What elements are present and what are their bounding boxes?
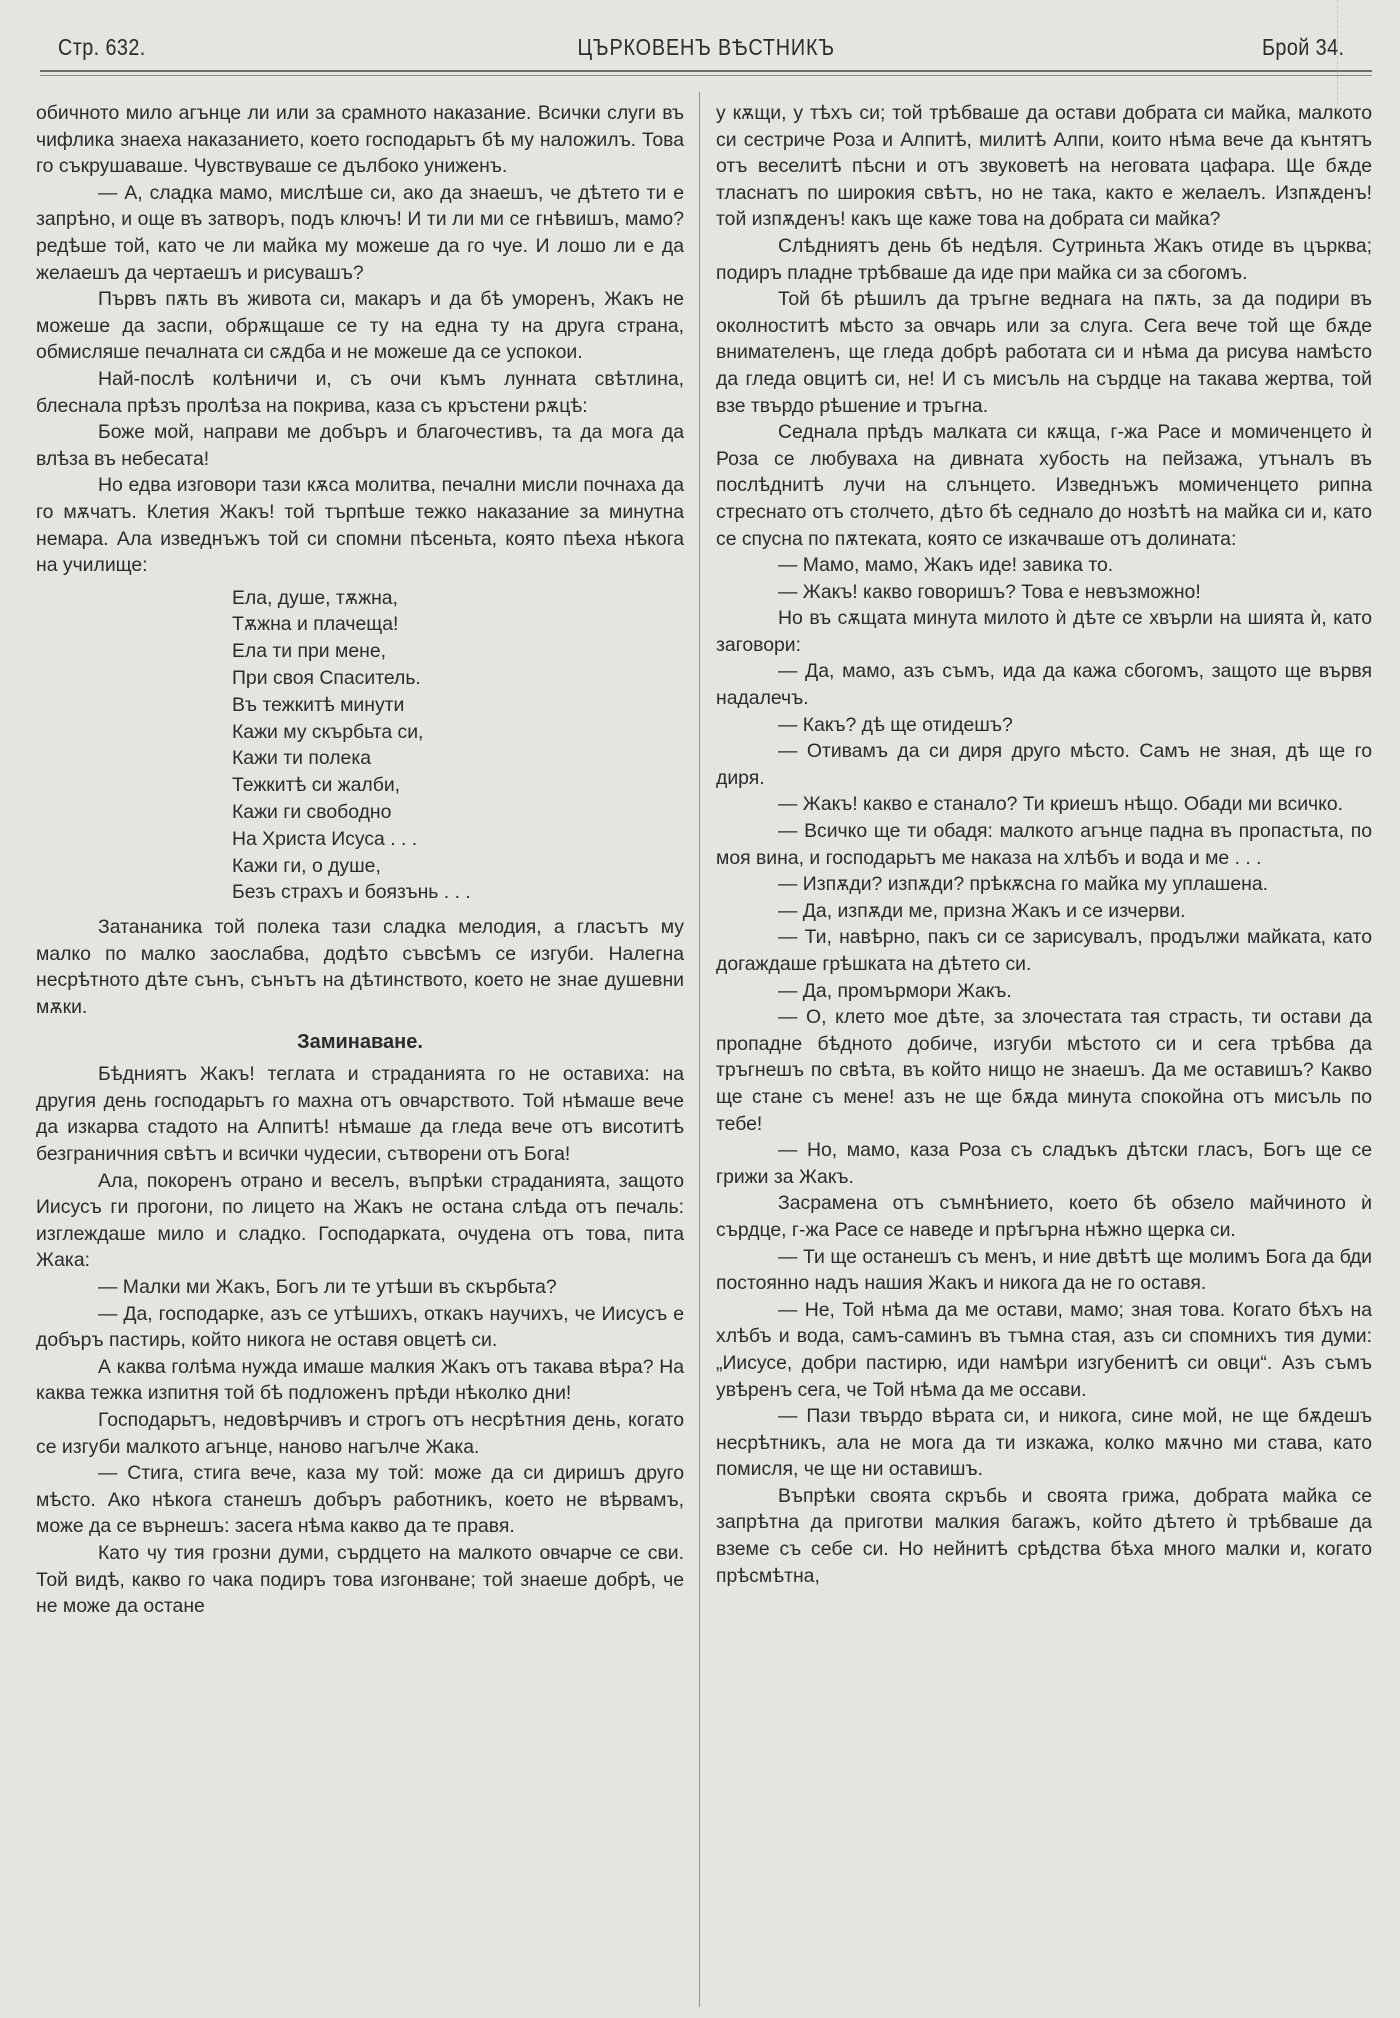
paragraph: Най-послѣ колѣничи и, съ очи къмъ лунната свѣтлина, блеснала прѣзъ пролѣза на покрива, каза съ кръстени рѫцѣ: <box>36 367 684 417</box>
paragraph: Господарьтъ, недовѣрчивъ и строгъ отъ несрѣтния день, когато се изгуби малкото агънце, наново нагълче Жака. <box>36 1408 684 1458</box>
paragraph: Бѣдниятъ Жакъ! теглата и страданията го не оставиха: на другия день господарьтъ го махна отъ овчарството. Той нѣмаше вече да изкарва стадото на Алпитѣ! нѣмаше да гледа вече отъ висотитѣ безграничния свѣтъ и всички чудесии, сътворени отъ Бога! <box>36 1063 684 1165</box>
header-rule <box>40 70 1372 76</box>
poem-line: На Христа Исуса . . . <box>232 827 418 850</box>
left-column <box>36 100 684 1620</box>
paragraph: у кѫщи, у тѣхъ си; той трѣбваше да остави добрата си майка, малкото си сестриче Роза и Алпитѣ, милитѣ Алпи, които нѣма вече да кънтятъ отъ веселитѣ пѣсни и отъ звуковетѣ на неговата цафара. Ще бѫде тласнатъ по широкия свѣтъ, но не така, както е желаелъ. Изпѫденъ! той изпѫденъ! какъ ще каже това на добрата си майка? <box>716 102 1372 231</box>
paragraph: — Ти, навѣрно, пакъ си се зарисувалъ, продължи майката, като догаждаше грѣшката на дѣтето си. <box>716 926 1372 975</box>
paragraph: — Но, мамо, каза Роза съ сладъкъ дѣтски гласъ, Богъ ще се грижи за Жакъ. <box>716 1139 1372 1188</box>
paragraph: Затананика той полека тази сладка мелодия, а гласътъ му малко по малко заослабва, додѣто съвсѣмъ се изгуби. Налегна несрѣтното дѣте сънъ, сънътъ на дѣтинството, което не знае душевни мѫки. <box>36 916 684 1019</box>
paragraph: Седнала прѣдъ малката си кѫща, г-жа Расе и момиченцето ѝ Роза се любуваха на дивната хубость на пейзажа, утъналъ въ послѣднитѣ лучи на слънцето. Изведнъжъ момиченцето рипна стреснато отъ столчето, дѣто бѣ седнало до нозѣтѣ на майка си и, като се спусна по пѫтеката, която се изкачваше отъ долината: <box>716 421 1372 550</box>
paragraph: — Стига, стига вече, каза му той: може да си диришъ друго мѣсто. Ако нѣкога станешъ добъръ работникъ, което не вѣрвамъ, може да се върнешъ: засега нѣма какво да те правя. <box>36 1462 684 1538</box>
paragraph: Като чу тия грозни думи, сърдцето на малкото овчарче се сви. Той видѣ, какво го чака подиръ това изгонване; той знаеше добрѣ, че не може да остане <box>36 1541 684 1618</box>
paragraph: Ала, покоренъ отрано и веселъ, въпрѣки страданията, защото Иисусъ ги прогони, по лицето на Жакъ не остана слѣда отъ печаль: изглеждаше мило и сладко. Господарката, очудена отъ това, пита Жака: <box>36 1169 684 1272</box>
paragraph: Въпрѣки своята скръбь и своята грижа, добрата майка се запрѣтна да приготви малкия багажъ, който дѣтето ѝ трѣбваше да вземе съ себе си. Но нейнитѣ срѣдства бѣха много малки и, когато прѣсмѣтна, <box>716 1484 1372 1587</box>
paragraph: — Да, изпѫди ме, призна Жакъ и се изчерви. <box>778 899 1186 922</box>
poem-line: Въ тежкитѣ минути <box>232 693 405 716</box>
poem-line: Ела ти при мене, <box>232 640 387 663</box>
section-heading: Заминаване. <box>297 1030 423 1053</box>
paragraph: — Жакъ! какво говоришъ? Това е невъзможно! <box>778 580 1201 603</box>
paragraph: — О, клето мое дѣте, за злочестата тая страсть, ти остави да пропадне бѣдното добиче, изгуби мѣстото си и сега трѣбва да тръгнешъ по свѣта, въ който нищо не знаешъ. Да ме оставишъ? Какво ще стане съ мене! азъ не ще бѫда минута спокойна отъ мисъль по тебе! <box>716 1006 1372 1135</box>
paragraph: — Ти ще останешъ съ менъ, и ние двѣтѣ ще молимъ Бога да бди постоянно надъ нашия Жакъ и никога да не го оставя. <box>716 1245 1372 1295</box>
paragraph: — Пази твърдо вѣрата си, и никога, сине мой, не ще бѫдешъ несрѣтникъ, ала не мога да ти изкажа, колко мѫчно ми става, като помисля, че ще ни оставишъ. <box>716 1405 1372 1481</box>
paragraph: Първъ пѫть въ живота си, макаръ и да бѣ уморенъ, Жакъ не можеше да заспи, обрѫщаше се ту на една ту на друга страна, обмисляше печалната си сѫдба и не можеше да се успокои. <box>36 288 684 364</box>
paragraph: — Изпѫди? изпѫди? прѣкѫсна го майка му уплашена. <box>778 873 1269 896</box>
paragraph: — Да, господарке, азъ се утѣшихъ, откакъ научихъ, че Иисусъ е добъръ пастирь, който никога не оставя овцетѣ си. <box>36 1302 684 1352</box>
newspaper-title: ЦЪРКОВЕНЪ ВѢСТНИКЪ <box>577 34 835 60</box>
poem <box>232 585 684 907</box>
paragraph: — Да, мамо, азъ съмъ, ида да кажа сбогомъ, защото ще вървя надалечъ. <box>716 660 1372 710</box>
paragraph: Но едва изговори тази кѫса молитва, печални мисли почнаха да го мѫчатъ. Клетия Жакъ! той търпѣше тежко наказание за минутна немара. Ала изведнъжъ той си спомни пѣсеньта, която пѣеха нѣкога на училище: <box>36 474 684 577</box>
paragraph: — Не, Той нѣма да ме остави, мамо; зная това. Когато бѣхъ на хлѣбъ и вода, самъ-саминъ въ тъмна стая, азъ си спомнихъ тия думи: „Иисусе, добри пастирю, иди намѣри изгубенитѣ си овци“. Азъ съмъ увѣренъ сега, че Той нѣма да ме оссави. <box>716 1298 1372 1401</box>
poem-line: Ела, душе, тѫжна, <box>232 586 398 609</box>
poem-line: Тѫжна и плачеща! <box>232 613 399 636</box>
page-number: Стр. 632. <box>58 34 146 60</box>
paragraph: Слѣдниятъ день бѣ недѣля. Сутриньта Жакъ отиде въ църква; подиръ пладне трѣбваше да иде при майка си за сбогомъ. <box>716 234 1372 284</box>
paragraph: Засрамена отъ съмнѣнието, което бѣ обзело майчиното ѝ сърдце, г-жа Расе се наведе и прѣгърна нѣжно щерка си. <box>716 1192 1372 1241</box>
paragraph: обичното мило агънце ли или за срамното наказание. Всички слуги въ чифлика знаеха наказанието, което господарьтъ бѣ му наложилъ. Това го съкрушаваше. Чувствуваше се дълбоко униженъ. <box>36 102 684 178</box>
paragraph: — Мамо, мамо, Жакъ иде! завика то. <box>778 554 1114 577</box>
paragraph: — Жакъ! какво е станало? Ти криешъ нѣщо. Обади ми всичко. <box>778 793 1344 816</box>
paragraph: А каква голѣма нужда имаше малкия Жакъ отъ такава вѣра? На каква тежка изпитня той бѣ подложенъ прѣди нѣколко дни! <box>36 1355 684 1405</box>
poem-line: Кажи ти полека <box>232 747 372 770</box>
paragraph: — Какъ? дѣ ще отидешъ? <box>778 713 1013 736</box>
poem-line: Кажи ги, о душе, <box>232 854 381 877</box>
paragraph: Боже мой, направи ме добъръ и благочестивъ, та да мога да влѣза въ небесата! <box>36 421 684 470</box>
paragraph: Той бѣ рѣшилъ да тръгне веднага на пѫть, за да подири въ околноститѣ мѣсто за овчарь или за слуга. Сега вече той ще бѫде внимателенъ, ще гледа добрѣ работата си и нѣма да рисува намѣсто да гледа овцитѣ си, не! И съ мисъль на сърдце на такава жертва, той взе твърдо рѣшение и тръгна. <box>716 288 1372 417</box>
poem-line: Безъ страхъ и боязънь . . . <box>232 881 471 904</box>
poem-line: Кажи му скърбьта си, <box>232 720 424 743</box>
column-divider <box>699 92 700 2007</box>
poem-line: При своя Спаситель. <box>232 667 421 690</box>
paragraph: — Всичко ще ти обадя: малкото агънце падна въ пропастьта, по моя вина, и господарьтъ ме наказа на хлѣбъ и вода и ме . . . <box>716 820 1372 869</box>
poem-line: Кажи ги свободно <box>232 801 392 824</box>
paragraph: — А, сладка мамо, мислѣше си, ако да знаешъ, че дѣтето ти е запрѣно, и още въ затворъ, подъ ключъ! И ти ли ми се гнѣвишъ, мамо? редѣше той, като че ли майка му можеше да го чуе. И лошо ли е да желаешъ да чертаешъ и рисувашъ? <box>36 181 684 284</box>
right-column <box>716 100 1372 1589</box>
paragraph: Но въ сѫщата минута милото ѝ дѣте се хвърли на шията ѝ, като заговори: <box>716 607 1372 656</box>
paragraph: — Малки ми Жакъ, Богъ ли те утѣши въ скърбьта? <box>98 1275 557 1298</box>
paragraph: — Да, промърмори Жакъ. <box>778 979 1012 1002</box>
page-header <box>58 34 1382 68</box>
poem-line: Тежкитѣ си жалби, <box>232 774 401 797</box>
paragraph: — Отивамъ да си диря друго мѣсто. Самъ не зная, дѣ ще го диря. <box>716 740 1372 789</box>
issue-number: Брой 34. <box>1262 34 1345 60</box>
